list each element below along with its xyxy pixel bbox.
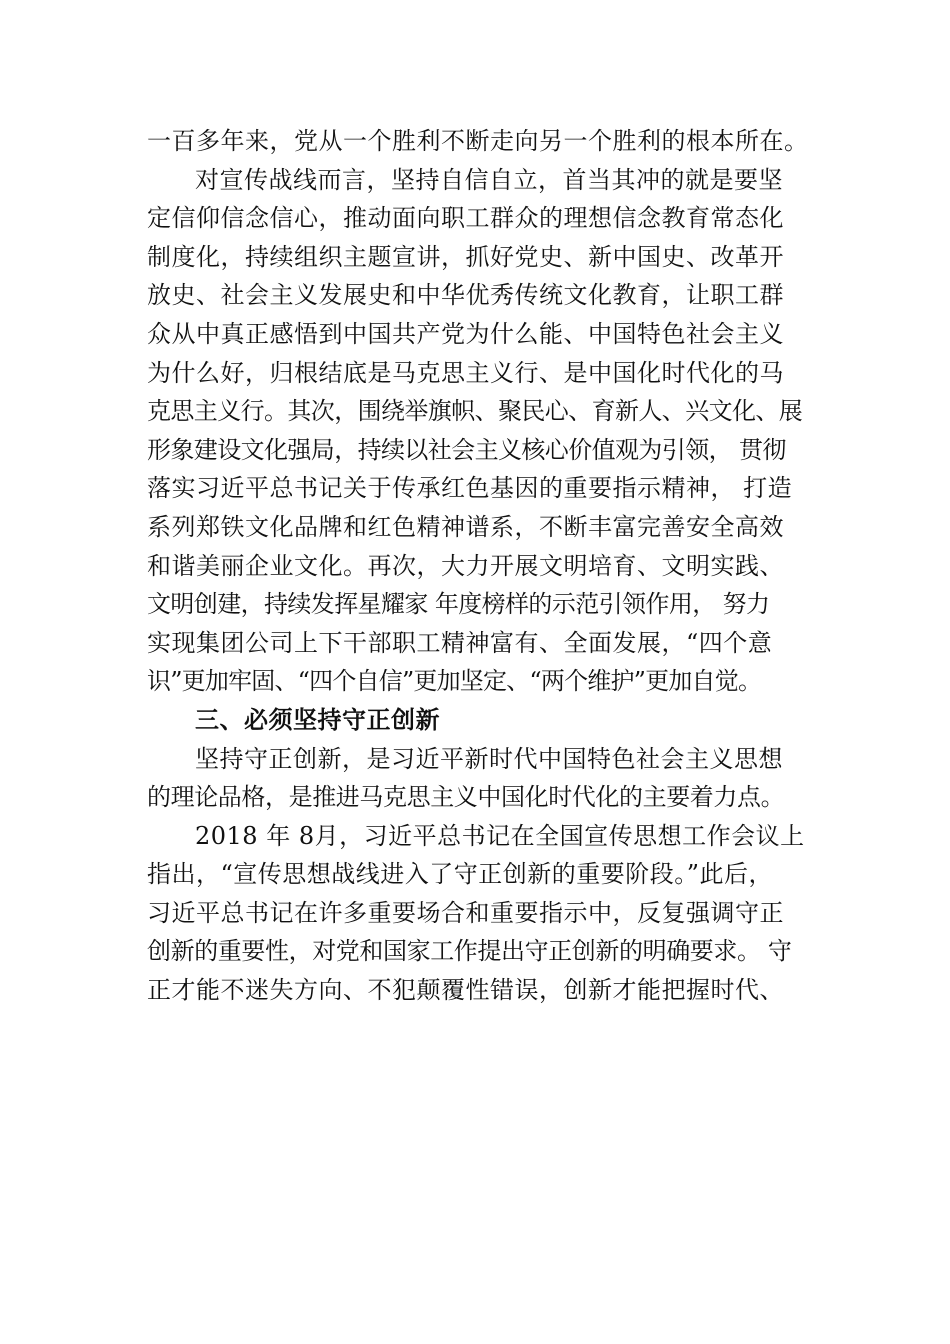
- text-line: 的理论品格，是推进马克思主义中国化时代化的主要着力点。: [147, 783, 785, 812]
- text-line: 为什么好，归根结底是马克思主义行、是中国化时代化的马: [147, 358, 784, 387]
- text-line: 和谐美丽企业文化。再次，大力开展文明培育、文明实践、: [147, 551, 784, 580]
- text-line: 指出，“宣传思想战线进入了守正创新的重要阶段。”此后，: [147, 860, 774, 889]
- body-text: [147, 122, 827, 1010]
- text-line: 实现集团公司上下干部职工精神富有、全面发展，“四个意: [147, 628, 773, 657]
- text-line: 形象建设文化强局，持续以社会主义核心价值观为引领， 贯彻: [147, 435, 786, 464]
- text-line: 放史、社会主义发展史和中华优秀传统文化教育，让职工群: [147, 281, 784, 310]
- text-line: 正才能不迷失方向、不犯颠覆性错误，创新才能把握时代、: [147, 976, 784, 1005]
- section-heading: 三、必须坚持守正创新: [195, 705, 440, 734]
- text-line: 众从中真正感悟到中国共产党为什么能、中国特色社会主义: [147, 319, 784, 348]
- text-line: 创新的重要性，对党和国家工作提出守正创新的明确要求。 守: [147, 937, 792, 966]
- paragraph-start-line: 2018 年 8月，习近平总书记在全国宣传思想工作会议上: [195, 821, 805, 850]
- text-line: 落实习近平总书记关于传承红色基因的重要指示精神， 打造: [147, 474, 793, 503]
- paragraph-start-line: 坚持守正创新，是习近平新时代中国特色社会主义思想: [195, 744, 783, 773]
- text-line: 一百多年来，党从一个胜利不断走向另一个胜利的根本所在。: [147, 127, 809, 155]
- text-line: 克思主义行。其次，围绕举旗帜、聚民心、育新人、兴文化、展: [147, 397, 803, 426]
- paragraph-start-line: 对宣传战线而言，坚持自信自立，首当其冲的就是要坚: [195, 165, 783, 194]
- text-line: 系列郑铁文化品牌和红色精神谱系，不断丰富完善安全高效: [147, 512, 784, 541]
- text-line: 文明创建，持续发挥星耀家 年度榜样的示范引领作用， 努力: [147, 590, 770, 619]
- text-line: 识”更加牢固、“四个自信”更加坚定、“两个维护”更加自觉。: [147, 667, 762, 696]
- text-line: 定信仰信念信心，推动面向职工群众的理想信念教育常态化: [147, 204, 784, 233]
- text-line: 制度化，持续组织主题宣讲，抓好党史、新中国史、改革开: [147, 242, 784, 271]
- text-line: 习近平总书记在许多重要场合和重要指示中，反复强调守正: [147, 898, 784, 927]
